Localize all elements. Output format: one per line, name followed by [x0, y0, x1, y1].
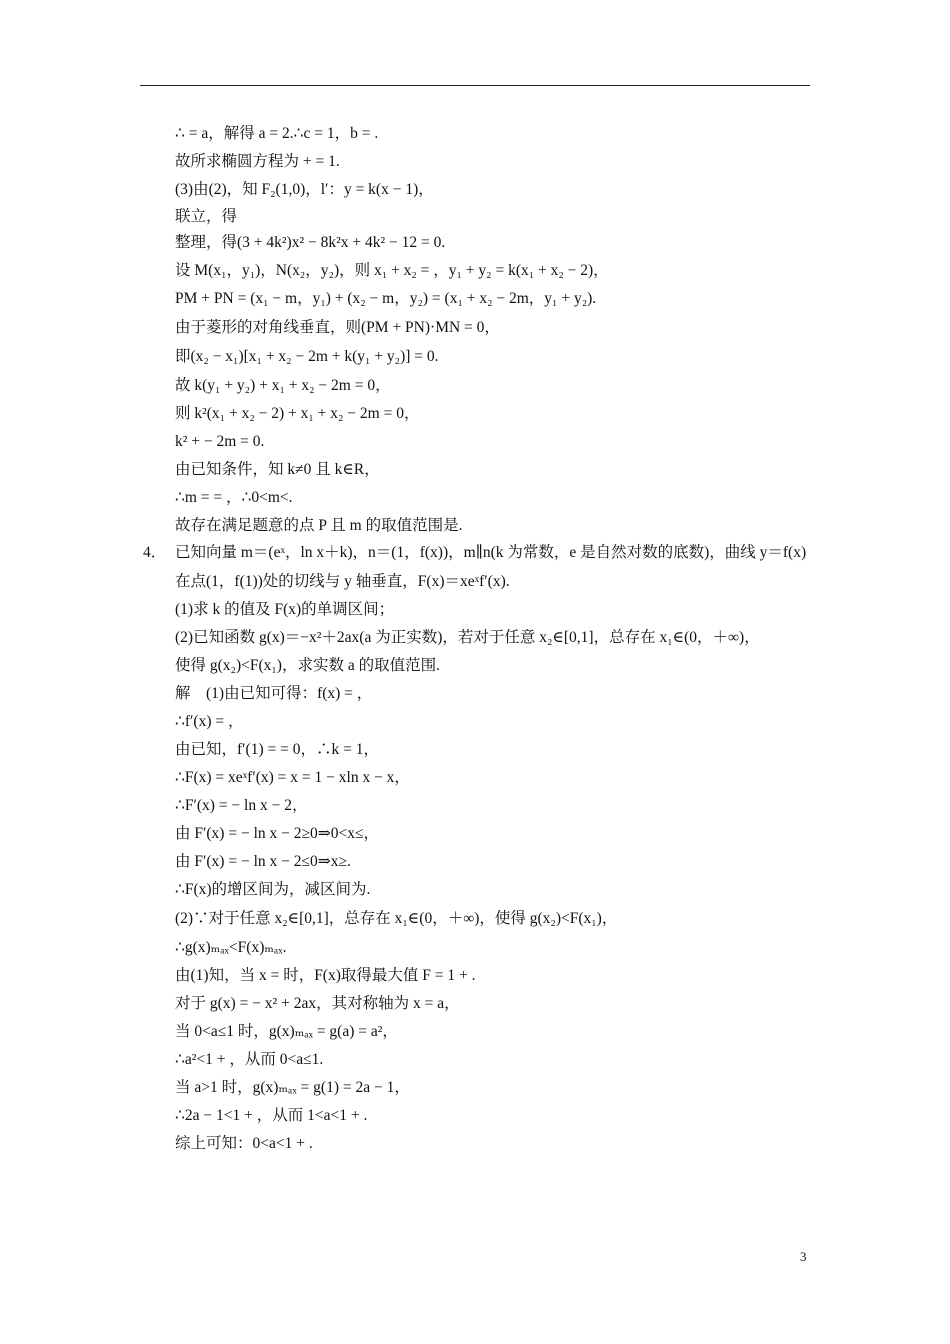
text-line: 故存在满足题意的点 P 且 m 的取值范围是. [175, 517, 463, 534]
text-line: (3)由(2)，知 F₂(1,0)，l′：y = k(x − 1)， [175, 181, 434, 198]
text-line: 当 a>1 时，g(x)ₘₐₓ = g(1) = 2a − 1， [175, 1079, 410, 1096]
text-line: ∴a²<1 + ，从而 0<a≤1. [175, 1051, 324, 1068]
text-line: 当 0<a≤1 时，g(x)ₘₐₓ = g(a) = a²， [175, 1023, 398, 1040]
text-line: ∴ = a，解得 a = 2.∴c = 1，b = . [175, 125, 379, 142]
text-line: 由已知，f′(1) = = 0，∴k = 1， [175, 741, 379, 758]
text-line: ∴m = = ，∴0<m<. [175, 489, 293, 506]
text-line: 综上可知：0<a<1 + . [175, 1135, 313, 1152]
question-text-line: (1)求 k 的值及 F(x)的单调区间； [175, 601, 395, 618]
question-number: 4． [143, 544, 167, 561]
text-line: ∴F(x)的增区间为，减区间为. [175, 881, 371, 898]
text-line: PM + PN = (x₁ − m，y₁) + (x₂ − m，y₂) = (x₁ + x₂ − 2m，y₁ + y₂). [175, 290, 597, 307]
text-line: 由 F′(x) = − ln x − 2≥0⇒0<x≤， [175, 825, 379, 842]
text-line: 联立，得 [175, 208, 238, 225]
text-line: 即(x₂ − x₁)[x₁ + x₂ − 2m + k(y₁ + y₂)] = 0. [175, 348, 439, 365]
text-line: ∴F′(x) = − ln x − 2， [175, 797, 308, 814]
question-text-line: 使得 g(x₂)<F(x₁)，求实数 a 的取值范围. [175, 657, 440, 674]
text-line: ∴F(x) = xeˣf′(x) = x = 1 − xln x − x， [175, 769, 410, 786]
header-rule [140, 85, 810, 86]
question-text-line: (2)已知函数 g(x)＝−x²＋2ax(a 为正实数)，若对于任意 x₂∈[0,1]，总存在 x₁∈(0，＋∞)， [175, 629, 760, 646]
text-line: 则 k²(x₁ + x₂ − 2) + x₁ + x₂ − 2m = 0， [175, 405, 420, 422]
text-line: 由 F′(x) = − ln x − 2≤0⇒x≥. [175, 853, 351, 870]
text-line: 由已知条件，知 k≠0 且 k∈R， [175, 461, 380, 478]
text-line: ∴f′(x) = ， [175, 713, 244, 730]
text-line: 整理，得(3 + 4k²)x² − 8k²x + 4k² − 12 = 0. [175, 234, 446, 251]
text-line: 由(1)知，当 x = 时，F(x)取得最大值 F = 1 + . [175, 967, 476, 984]
text-line: 由于菱形的对角线垂直，则(PM + PN)·MN = 0， [175, 319, 500, 336]
question-text-line: 已知向量 m＝(eˣ，ln x＋k)，n＝(1，f(x))，m∥n(k 为常数，e 是自然对数的底数)，曲线 y＝f(x) [175, 544, 807, 561]
text-line: (2)∵对于任意 x₂∈[0,1]，总存在 x₁∈(0，＋∞)，使得 g(x₂)<F(x₁)， [175, 910, 618, 927]
text-line: 对于 g(x) = − x² + 2ax，其对称轴为 x = a， [175, 995, 460, 1012]
text-line: 设 M(x₁，y₁)，N(x₂，y₂)，则 x₁ + x₂ = ，y₁ + y₂ = k(x₁ + x₂ − 2)， [175, 262, 609, 279]
page-number: 3 [800, 1249, 807, 1264]
text-line: ∴g(x)ₘₐₓ<F(x)ₘₐₓ. [175, 939, 287, 956]
text-line: ∴2a − 1<1 + ，从而 1<a<1 + . [175, 1107, 368, 1124]
text-line: 解 (1)由已知可得：f(x) = ， [175, 685, 373, 702]
text-line: 故所求椭圆方程为 + = 1. [175, 153, 340, 170]
question-text-line: 在点(1，f(1))处的切线与 y 轴垂直，F(x)＝xeˣf′(x). [175, 573, 510, 590]
text-line: 故 k(y₁ + y₂) + x₁ + x₂ − 2m = 0， [175, 377, 391, 394]
text-line: k² + − 2m = 0. [175, 433, 265, 450]
